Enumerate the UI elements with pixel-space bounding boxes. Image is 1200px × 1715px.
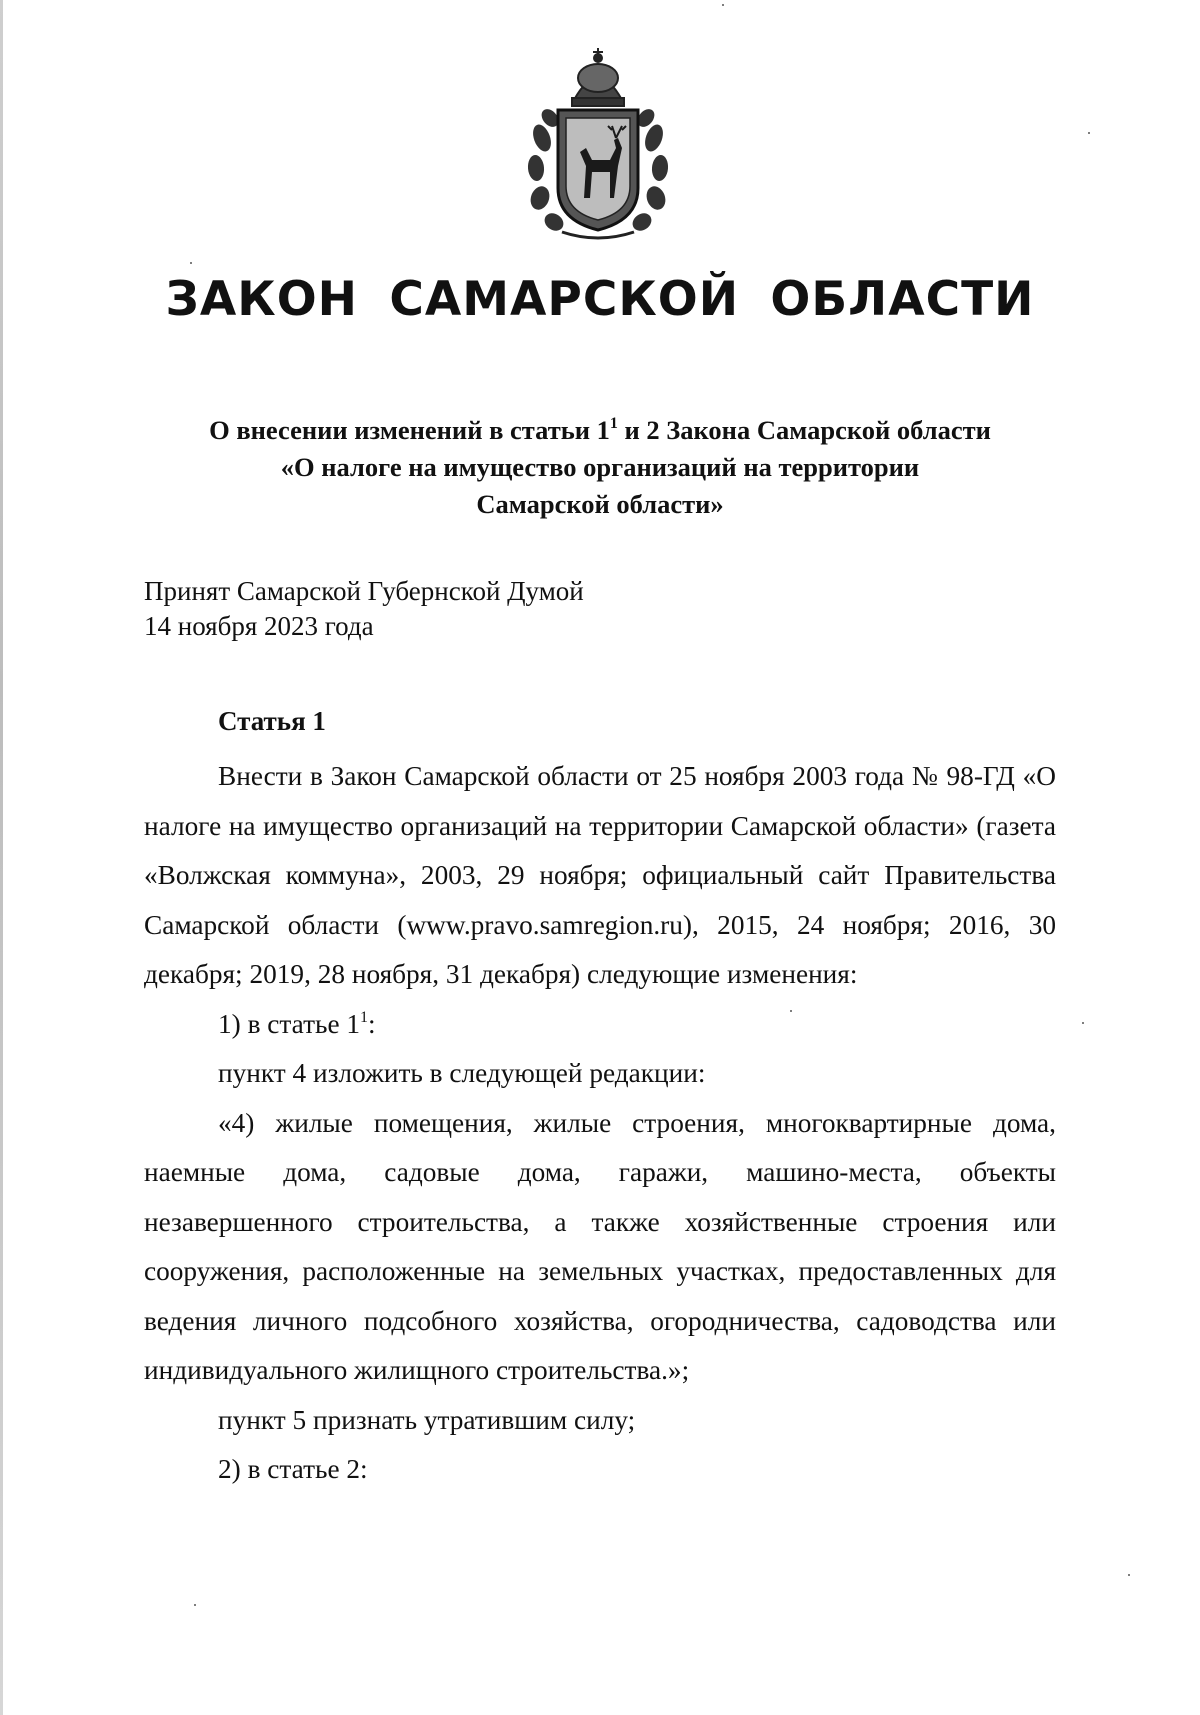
law-subject xyxy=(150,412,1050,523)
article-heading: Статья 1 xyxy=(218,706,326,736)
subject-line-2: «О налоге на имущество организаций на территории xyxy=(280,452,920,482)
scan-speck xyxy=(1128,1574,1130,1576)
scan-speck xyxy=(790,1010,792,1012)
scan-speck xyxy=(194,1604,196,1606)
item-1-superscript: 1 xyxy=(360,1008,369,1026)
scan-speck xyxy=(1082,1022,1084,1024)
adoption-date: 14 ноября 2023 года xyxy=(144,611,374,641)
item-1: 1) в статье $1^1$: xyxy=(218,1008,376,1039)
law-title: ЗАКОН САМАРСКОЙ ОБЛАСТИ xyxy=(165,272,1035,327)
ribbon-icon xyxy=(562,232,634,238)
subject-line-1: О внесении изменений в статьи $1^1$ и 2 Закона Самарской области xyxy=(209,415,991,445)
point-4-text: «4) жилые помещения, жилые строения, многоквартирные дома, наемные дома, садовые дома, гаражи, машино-места, объекты незавершенного строительства, а также хозяйственные строения или сооружения, расположенные на земельных участках, предоставленных для ведения личного подсобного хозяйства, огородничества, садоводства или индивидуального жилищного строительства.»; xyxy=(144,1107,1056,1385)
point-4-intro: пункт 4 изложить в следующей редакции: xyxy=(218,1058,706,1088)
scan-speck xyxy=(722,4,724,6)
article-body xyxy=(144,752,1056,1495)
point-5: пункт 5 признать утратившим силу; xyxy=(218,1404,636,1435)
scan-speck xyxy=(190,262,192,264)
coat-of-arms-emblem xyxy=(518,48,678,244)
article-intro-paragraph: Внести в Закон Самарской области от 25 ноября 2003 года № 98-ГД «О налоге на имущество организаций на территории Самарской области» (газета «Волжская коммуна», 2003, 29 ноября; официальный сайт Правительства Самарской области (www.pravo.samregion.ru), 2015, 24 ноября; 2016, 30 декабря; 2019, 28 ноября, 31 декабря) следующие изменения: xyxy=(144,761,1056,989)
scan-speck xyxy=(1088,132,1090,134)
scan-left-edge xyxy=(0,0,3,1715)
crown-icon xyxy=(572,48,624,106)
subject-line-3: Самарской области» xyxy=(476,489,724,519)
adoption-note xyxy=(144,574,584,644)
subject-superscript: 1 xyxy=(609,415,618,432)
adoption-body: Принят Самарской Губернской Думой xyxy=(144,576,584,606)
item-2: 2) в статье 2: xyxy=(218,1454,368,1484)
